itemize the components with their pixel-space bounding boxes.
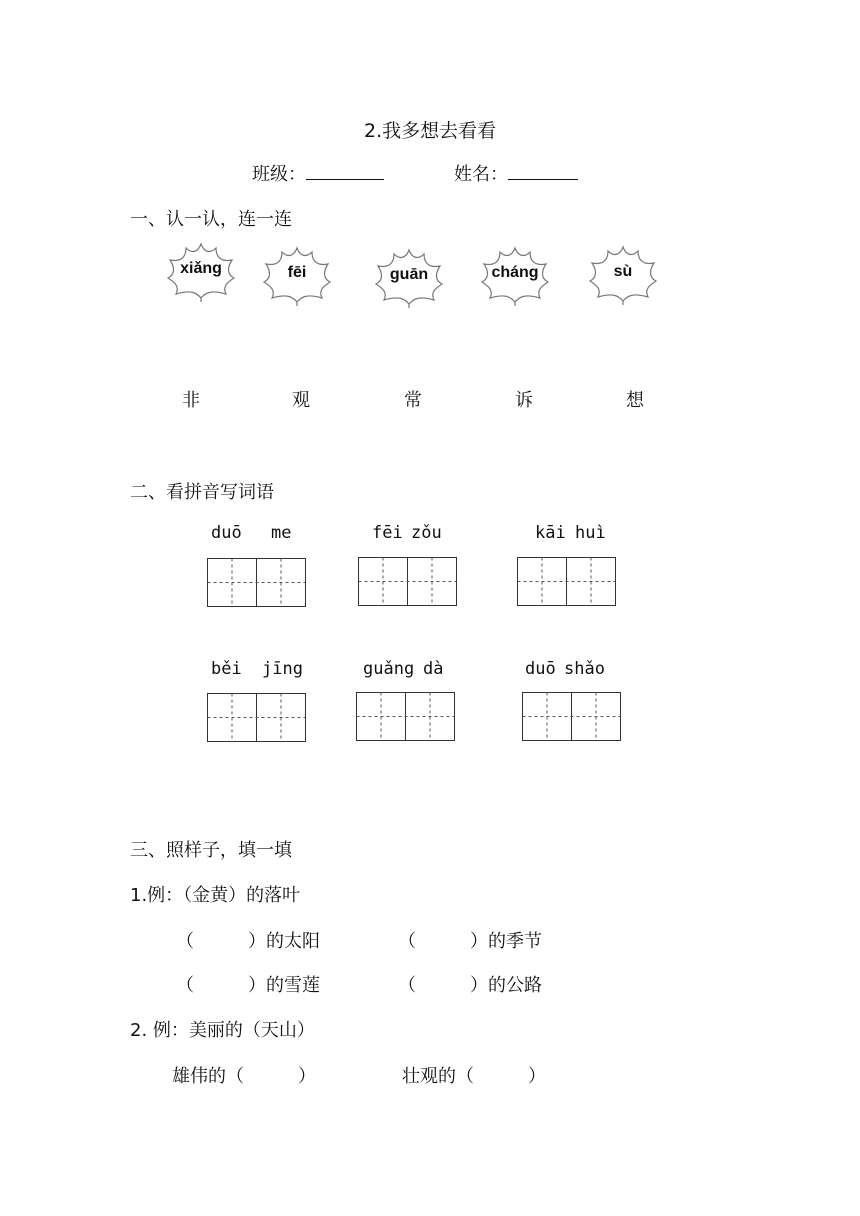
- pinyin-syllable: me: [271, 523, 292, 543]
- match-char[interactable]: 观: [292, 390, 310, 411]
- fill-blank-phrase[interactable]: 雄伟的（ ）: [172, 1066, 316, 1087]
- match-char[interactable]: 常: [404, 390, 422, 411]
- tianzige-grid[interactable]: [356, 692, 456, 742]
- tianzige-grid[interactable]: [517, 557, 617, 607]
- section2-heading: 二、看拼音写词语: [130, 482, 274, 503]
- pinyin-syllable: fēi: [372, 523, 403, 543]
- fill-blank-phrase[interactable]: （ ）的雪莲: [176, 975, 320, 996]
- pinyin-syllable: guǎng: [363, 659, 415, 679]
- leaf-su: [588, 245, 658, 305]
- match-char[interactable]: 想: [626, 390, 644, 411]
- tianzige-grid[interactable]: [522, 692, 622, 742]
- match-char[interactable]: 非: [182, 390, 200, 411]
- pinyin-syllable: huì: [575, 523, 606, 543]
- class-label: 班级：: [252, 164, 306, 185]
- pinyin-syllable: duō: [525, 659, 556, 679]
- pinyin-syllable: zǒu: [411, 523, 442, 543]
- pinyin-syllable: kāi: [535, 523, 566, 543]
- q1-example: 1.例：（金黄）的落叶: [130, 885, 301, 906]
- pinyin-syllable: jīng: [262, 659, 303, 679]
- page-title: 2.我多想去看看: [364, 120, 497, 142]
- leaf-pinyin: cháng: [491, 264, 539, 281]
- leaf-pinyin: fēi: [287, 264, 307, 281]
- name-label: 姓名：: [454, 164, 508, 185]
- tianzige-grid[interactable]: [358, 557, 458, 607]
- q2-example: 2. 例：美丽的（天山）: [130, 1020, 315, 1041]
- section1-heading: 一、认一认，连一连: [130, 209, 292, 230]
- fill-blank-phrase[interactable]: （ ）的太阳: [176, 931, 320, 952]
- name-blank[interactable]: [508, 161, 578, 180]
- leaf-chang: [480, 246, 550, 306]
- pinyin-syllable: běi: [211, 659, 242, 679]
- fill-blank-phrase[interactable]: 壮观的（ ）: [402, 1066, 546, 1087]
- class-blank[interactable]: [306, 161, 384, 180]
- leaf-pinyin: guān: [389, 266, 429, 283]
- leaf-xiang: [166, 242, 236, 302]
- name-field: [454, 160, 578, 186]
- pinyin-syllable: shǎo: [564, 659, 605, 679]
- pinyin-syllable: duō: [211, 523, 242, 543]
- tianzige-grid[interactable]: [207, 558, 307, 608]
- class-field: [252, 160, 384, 186]
- pinyin-syllable: dà: [423, 659, 444, 679]
- leaf-pinyin: xiǎng: [180, 260, 222, 277]
- fill-blank-phrase[interactable]: （ ）的公路: [398, 975, 542, 996]
- tianzige-grid[interactable]: [207, 693, 307, 743]
- leaf-guan: [374, 248, 444, 308]
- match-char[interactable]: 诉: [515, 390, 533, 411]
- leaf-fei: [262, 246, 332, 306]
- leaf-pinyin: sù: [613, 263, 633, 280]
- fill-blank-phrase[interactable]: （ ）的季节: [398, 931, 542, 952]
- section3-heading: 三、照样子，填一填: [130, 840, 292, 861]
